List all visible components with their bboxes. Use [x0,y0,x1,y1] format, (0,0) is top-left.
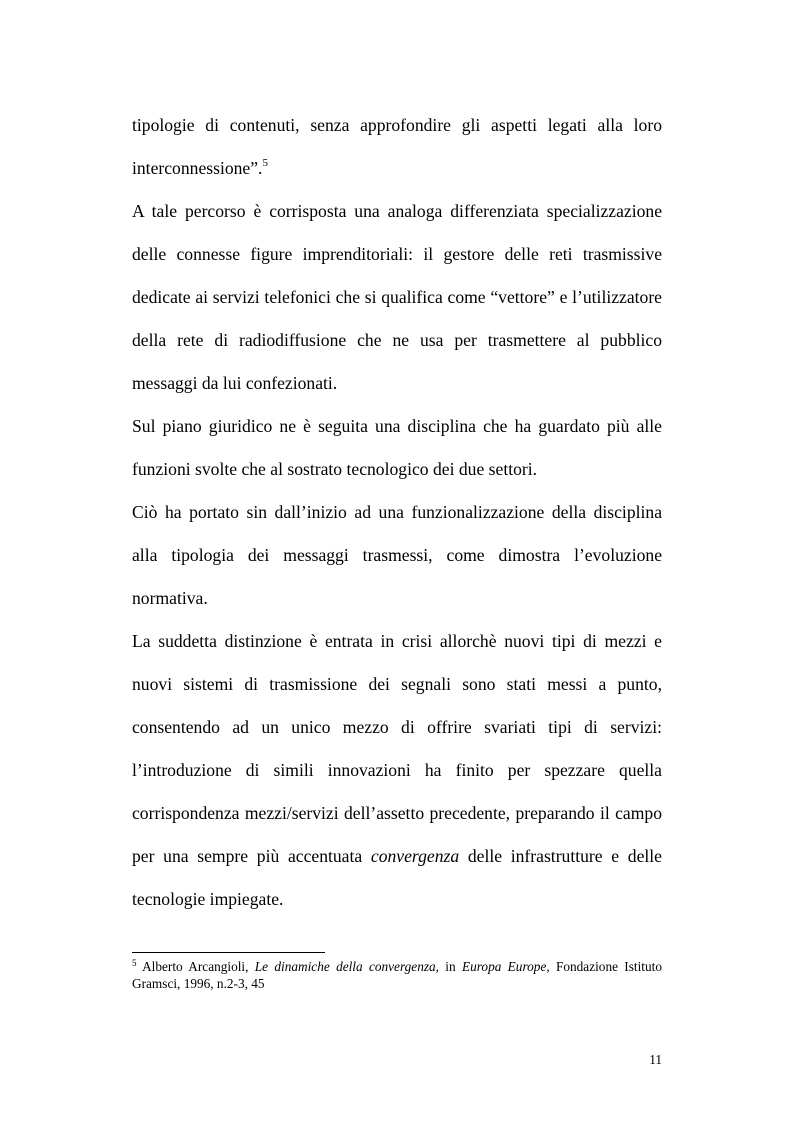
paragraph-5-text-before: La suddetta distinzione è entrata in crisi allorchè nuovi tipi di mezzi e nuovi sistemi di trasmissione dei segnali sono stati messi a punto, consentendo ad un unico mezzo di offrire svariati tipi di servizi: l’introduzione di simili innovazioni ha finito per spezzare quella corrispondenza mezzi/servizi dell’assetto precedente, preparando il campo per una sempre più accentuata [132,631,662,866]
paragraph-5-text-after: delle infrastrutture e delle tecnologie impiegate. [132,846,662,909]
footnote-number: 5 [132,958,137,968]
paragraph-5 [132,620,662,921]
footnote-in: in [439,959,462,974]
paragraph-4: Ciò ha portato sin dall’inizio ad una funzionalizzazione della disciplina alla tipologia dei messaggi trasmessi, come dimostra l’evoluzione normativa. [132,502,662,608]
footnote-details: Fondazione Istituto Gramsci, 1996, n.2-3, 45 [132,959,662,991]
body-text [132,104,662,921]
footnote-author: Alberto Arcangioli, [142,959,255,974]
emphasis-convergenza: convergenza [370,846,460,866]
paragraph-1 [132,104,662,190]
footnote-title: Le dinamiche della convergenza, [254,959,439,974]
footnote-publication: Europa Europe, [461,959,550,974]
paragraph-2: A tale percorso è corrisposta una analoga differenziata specializzazione delle connesse figure imprenditoriali: il gestore delle reti trasmissive dedicate ai servizi telefonici che si qualifica come “vettore” e l’utilizzatore della rete di radiodiffusione che ne usa per trasmettere al pubblico messaggi da lui confezionati. [132,201,662,393]
footnote [132,958,662,992]
paragraph-3: Sul piano giuridico ne è seguita una disciplina che ha guardato più alle funzioni svolte che al sostrato tecnologico dei due settori. [132,416,662,479]
footnote-reference: 5 [262,157,268,169]
paragraph-1-text: tipologie di contenuti, senza approfondire gli aspetti legati alla loro interconnessione”. [132,115,662,178]
page-number: 11 [649,1052,662,1067]
footnote-separator [132,952,325,953]
